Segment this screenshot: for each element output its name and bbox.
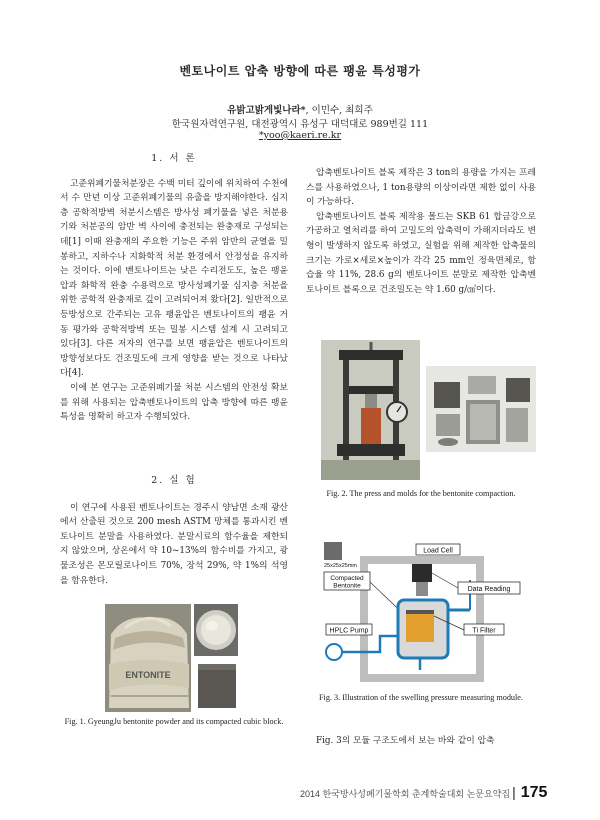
section-title-introduction: 1. 서 론 — [151, 153, 197, 164]
intro-paragraph-1: 고준위폐기물처분장은 수백 미터 깊이에 위치하여 수천에서 수 만년 이상 고준위폐기물의 유출을 방지해야한다. 심지층 공학적방벽 처분시스템은 방사성 폐기물을 넣은 처분용기와 처분공의 암반 벽 사이에 충전되는 완충재로 구성되는데[1] 이때 완충재의 주요한 기능은 주위 암반의 균열을 밀봉하고, 지하수나 지화학적 처분 환경에서 안정성을 유지하는 것이다. 이에 벤토나이트는 낮은 수리전도도, 높은 팽윤압과 화학적 완충 수용력으로 방사성폐기물 심지층 처분을 위한 공학적 완충재로 깊이 고려되어져 왔다[2]. 일반적으로 등방성으로 간주되는 고유 팽윤압은 벤토나이트의 팽윤 거동 평가와 공학적방벽 또는 밀봉 시스템 설계 시 고려되고 있다[3]. 다른 저자의 연구를 보면 팽윤압은 벤토나이트의 방향성보다도 건조밀도에 크게 영향을 받는 것으로 나타났다[4]. — [60, 178, 288, 379]
label-sample-size: 25x25x25mm — [324, 563, 358, 569]
left-column-experiment — [60, 474, 288, 588]
right-column-bottom — [306, 734, 536, 749]
left-column-top — [60, 152, 288, 425]
section-title-experiment: 2. 실 험 — [151, 475, 197, 486]
label-hplc-pump: HPLC Pump — [329, 627, 369, 635]
co-authors: , 이민수, 최희주 — [305, 105, 373, 116]
intro-paragraph-2: 이에 본 연구는 고준위폐기물 처분 시스템의 안전성 확보를 위해 사용되는 압축벤토나이트의 압축 방향에 따른 팽윤 특성을 명확히 하고자 수행되었다. — [60, 382, 288, 423]
right-column-top — [306, 166, 536, 297]
experiment-paragraph-2: 압축벤토나이트 블록 제작은 3 ton의 용량을 가지는 프레스를 사용하였으나, 1 ton용량의 이상이라면 제한 없이 사용이 가능하다. — [306, 168, 536, 208]
label-compacted: Compacted — [330, 575, 364, 582]
paper-title: 벤토나이트 압축 방향에 따른 팽윤 특성평가 — [179, 64, 421, 78]
page-number: 175 — [520, 784, 548, 801]
experiment-paragraph-3: 압축벤토나이트 블록 제작용 몰드는 SKB 61 합금강으로 가공하고 열처리를 하여 고밀도의 압축력이 가해지더라도 변형이 발생하지 않도록 하였고, 실험을 위해 제작한 압축물의 크기는 가로×세로×높이가 각각 25 mm인 정육면체로, 함습율 약 11%, 28.6 g의 벤토나이트 분말로 제작한 압축벤토나이트 블록으로 건조밀도는 약 1.60 g/㎤이다. — [306, 211, 536, 295]
fig3-swelling-diagram — [320, 540, 530, 684]
fig2-press-photo — [321, 340, 420, 480]
fig2-caption: Fig. 2. The press and molds for the bentonite compaction. — [326, 489, 516, 498]
fig1-powder-bag-photo — [105, 604, 191, 712]
email-link[interactable]: *yoo@kaeri.re.kr — [258, 130, 342, 141]
experiment-paragraph-1: 이 연구에 사용된 벤토나이트는 경주시 양남면 소재 광산에서 산출된 것으로 200 mesh ASTM 망체를 통과시킨 벤토나이트 분말을 사용하였다. 분말시료의 함수율을 제한되지 않았으며, 상온에서 약 10~13%의 함수비를 가지고, 광물조성은 몬모릴로나이트 70%, 장석 29%, 약 1%의 석영을 함유한다. — [60, 502, 288, 586]
page-footer — [300, 784, 548, 802]
label-bentonite: Bentonite — [333, 582, 361, 590]
experiment-paragraph-4: Fig. 3의 모듈 구조도에서 보는 바와 같이 압축 — [316, 736, 495, 746]
fig1-compacted-block-photo — [196, 660, 238, 712]
label-data-reading: Data Reading — [467, 586, 511, 593]
email-line — [0, 130, 600, 141]
bag-label-text: ENTONITE — [125, 670, 171, 680]
footer-conference: 2014 한국방사성폐기물학회 춘계학술대회 논문요약집 — [300, 789, 511, 799]
fig3-caption: Fig. 3. Illustration of the swelling pressure measuring module. — [319, 693, 523, 702]
fig1-caption: Fig. 1. GyeungJu bentonite powder and its compacted cubic block. — [64, 717, 284, 726]
affiliation: 한국원자력연구원, 대전광역시 유성구 대덕대로 989번길 111 — [171, 119, 429, 130]
label-load-cell: Load Cell — [423, 547, 453, 555]
footer-divider: | — [512, 784, 516, 800]
corresponding-author: 유밝고밝게빛나라* — [227, 105, 306, 116]
author-line — [0, 102, 600, 116]
fig1-powder-dish-photo — [194, 604, 238, 656]
label-ti-filter: Ti Filter — [472, 627, 496, 635]
fig2-molds-photo — [426, 366, 536, 452]
